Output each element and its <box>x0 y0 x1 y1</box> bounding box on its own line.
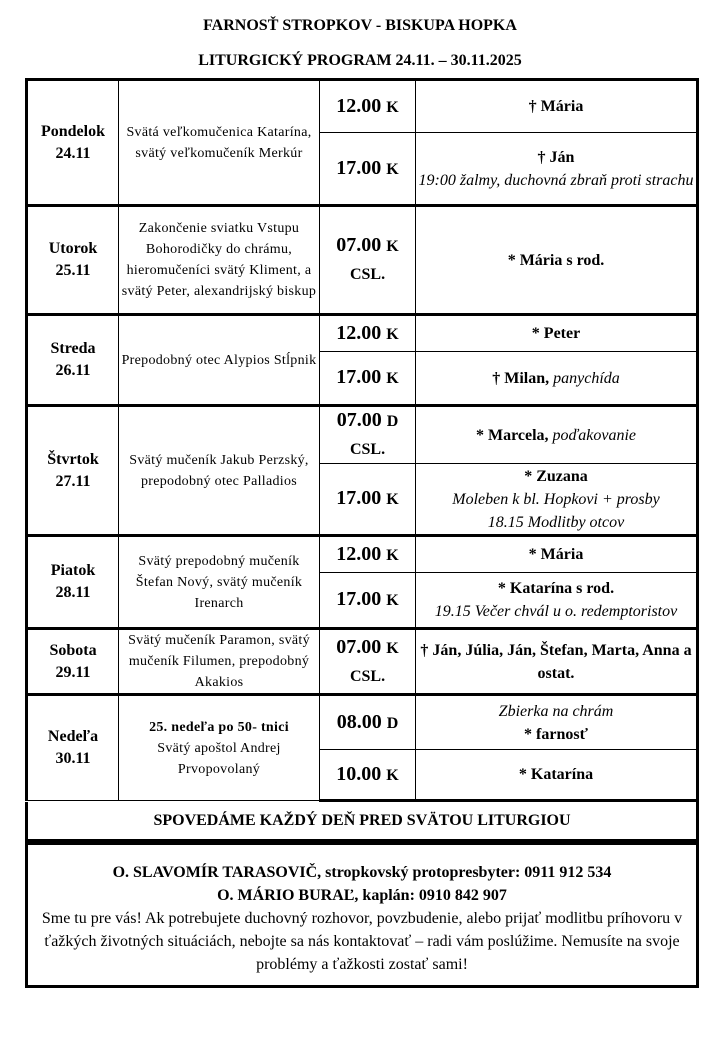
day-cell <box>27 206 119 315</box>
table-row <box>27 406 698 464</box>
saint-cell: Svätý prepodobný mučeník Štefan Nový, svätý mučeník Irenarch <box>119 536 320 629</box>
time-cell: 12.00 K <box>320 80 416 133</box>
day-cell <box>27 80 119 206</box>
table-row <box>27 629 698 695</box>
day-name: Utorok <box>48 240 98 257</box>
table-row <box>27 206 698 315</box>
intention-cell: * Peter <box>416 315 698 352</box>
service-note: Moleben k bl. Hopkovi + prosby <box>452 490 660 508</box>
intention-text: † Ján <box>537 148 575 166</box>
intention-cell: † Ján, Júlia, Ján, Štefan, Marta, Anna a ostat. <box>416 629 698 695</box>
time-cell: 17.00 K <box>320 352 416 406</box>
intention-cell: * Mária <box>416 536 698 573</box>
service-note: Zbierka na chrám <box>498 702 614 720</box>
saint-cell: Svätý mučeník Jakub Perzský, prepodobný otec Palladios <box>119 406 320 536</box>
contact-box <box>25 842 699 988</box>
intention-cell: † Mária <box>416 80 698 133</box>
intention-cell <box>416 406 698 464</box>
schedule-table <box>25 78 699 802</box>
intention-text: † Milan, <box>492 369 550 387</box>
saint-text: Svätý apoštol Andrej Prvopovolaný <box>157 740 281 777</box>
saint-cell: Prepodobný otec Alypios Stĺpnik <box>119 315 320 406</box>
page-title: FARNOSŤ STROPKOV - BISKUPA HOPKA <box>203 17 517 34</box>
day-name: Sobota <box>49 641 97 659</box>
day-date: 24.11 <box>55 144 91 162</box>
time-cell: 10.00 K <box>320 750 416 801</box>
day-name: Štvrtok <box>47 450 99 468</box>
intention-cell <box>416 695 698 750</box>
intention-cell <box>416 133 698 206</box>
table-row <box>27 80 698 133</box>
day-date: 29.11 <box>55 663 91 681</box>
day-name: Piatok <box>50 562 96 579</box>
service-note: poďakovanie <box>552 426 637 444</box>
day-date: 25.11 <box>55 262 91 279</box>
time-cell: 17.00 K <box>320 464 416 536</box>
time-cell: 07.00 K CSL. <box>320 629 416 695</box>
time-cell: 07.00 K CSL. <box>320 206 416 315</box>
day-name: Streda <box>50 340 96 357</box>
saint-cell: Svätý mučeník Paramon, svätý mučeník Filumen, prepodobný Akakios <box>119 629 320 695</box>
time-cell: 07.00 D CSL. <box>320 406 416 464</box>
saint-cell: Zakončenie sviatku Vstupu Bohorodičky do chrámu, hieromučeníci svätý Kliment, a svätý Peter, alexandrijský biskup <box>119 206 320 315</box>
priest-contact: O. SLAVOMÍR TARASOVIČ, stropkovský protopresbyter: 0911 912 534 <box>112 864 612 881</box>
service-note: 19.15 Večer chvál u o. redemptoristov <box>434 603 678 620</box>
day-name: Nedeľa <box>47 728 99 745</box>
time-cell: 12.00 K <box>320 315 416 352</box>
time-cell: 12.00 K <box>320 536 416 573</box>
service-note: panychída <box>553 369 620 387</box>
intention-cell: * Mária s rod. <box>416 206 698 315</box>
confession-banner: SPOVEDÁME KAŽDÝ DEŇ PRED SVÄTOU LITURGIOU <box>25 802 699 842</box>
intention-text: * Marcela, <box>475 426 549 444</box>
table-row <box>27 315 698 352</box>
day-date: 26.11 <box>55 362 91 379</box>
table-row <box>27 695 698 750</box>
day-date: 27.11 <box>55 472 91 490</box>
day-cell <box>27 536 119 629</box>
intention-text: * Zuzana <box>524 467 588 485</box>
day-cell <box>27 406 119 536</box>
saint-cell <box>119 695 320 801</box>
day-cell <box>27 629 119 695</box>
saint-cell: Svätá veľkomučenica Katarína, svätý veľkomučeník Merkúr <box>119 80 320 206</box>
day-cell <box>27 695 119 801</box>
time-cell: 08.00 D <box>320 695 416 750</box>
chaplain-contact: O. MÁRIO BURAĽ, kaplán: 0910 842 907 <box>217 887 507 904</box>
table-row <box>27 536 698 573</box>
page-subtitle: LITURGICKÝ PROGRAM 24.11. – 30.11.2025 <box>198 52 522 69</box>
intention-text: * Katarína s rod. <box>497 580 615 597</box>
day-date: 28.11 <box>55 584 91 601</box>
intention-cell <box>416 573 698 629</box>
day-cell <box>27 315 119 406</box>
service-note: 18.15 Modlitby otcov <box>487 513 625 531</box>
sunday-label: 25. nedeľa po 50- tnici <box>149 719 289 735</box>
intention-text: * farnosť <box>524 725 588 743</box>
intention-cell <box>416 464 698 536</box>
contact-message: Sme tu pre vás! Ak potrebujete duchovný rozhovor, povzbudenie, alebo prijať modlitbu príhovoru v ťažkých životných situáciách, nebojte sa nás kontaktovať – radi vám poslúžime. Nemusíte na svoje problémy a ťažkosti zostať sami! <box>41 910 683 973</box>
service-note: 19:00 žalmy, duchovná zbraň proti strachu <box>418 171 694 189</box>
day-date: 30.11 <box>55 750 91 767</box>
time-cell: 17.00 K <box>320 573 416 629</box>
intention-cell <box>416 352 698 406</box>
day-name: Pondelok <box>40 122 105 140</box>
time-cell: 17.00 K <box>320 133 416 206</box>
intention-cell: * Katarína <box>416 750 698 801</box>
